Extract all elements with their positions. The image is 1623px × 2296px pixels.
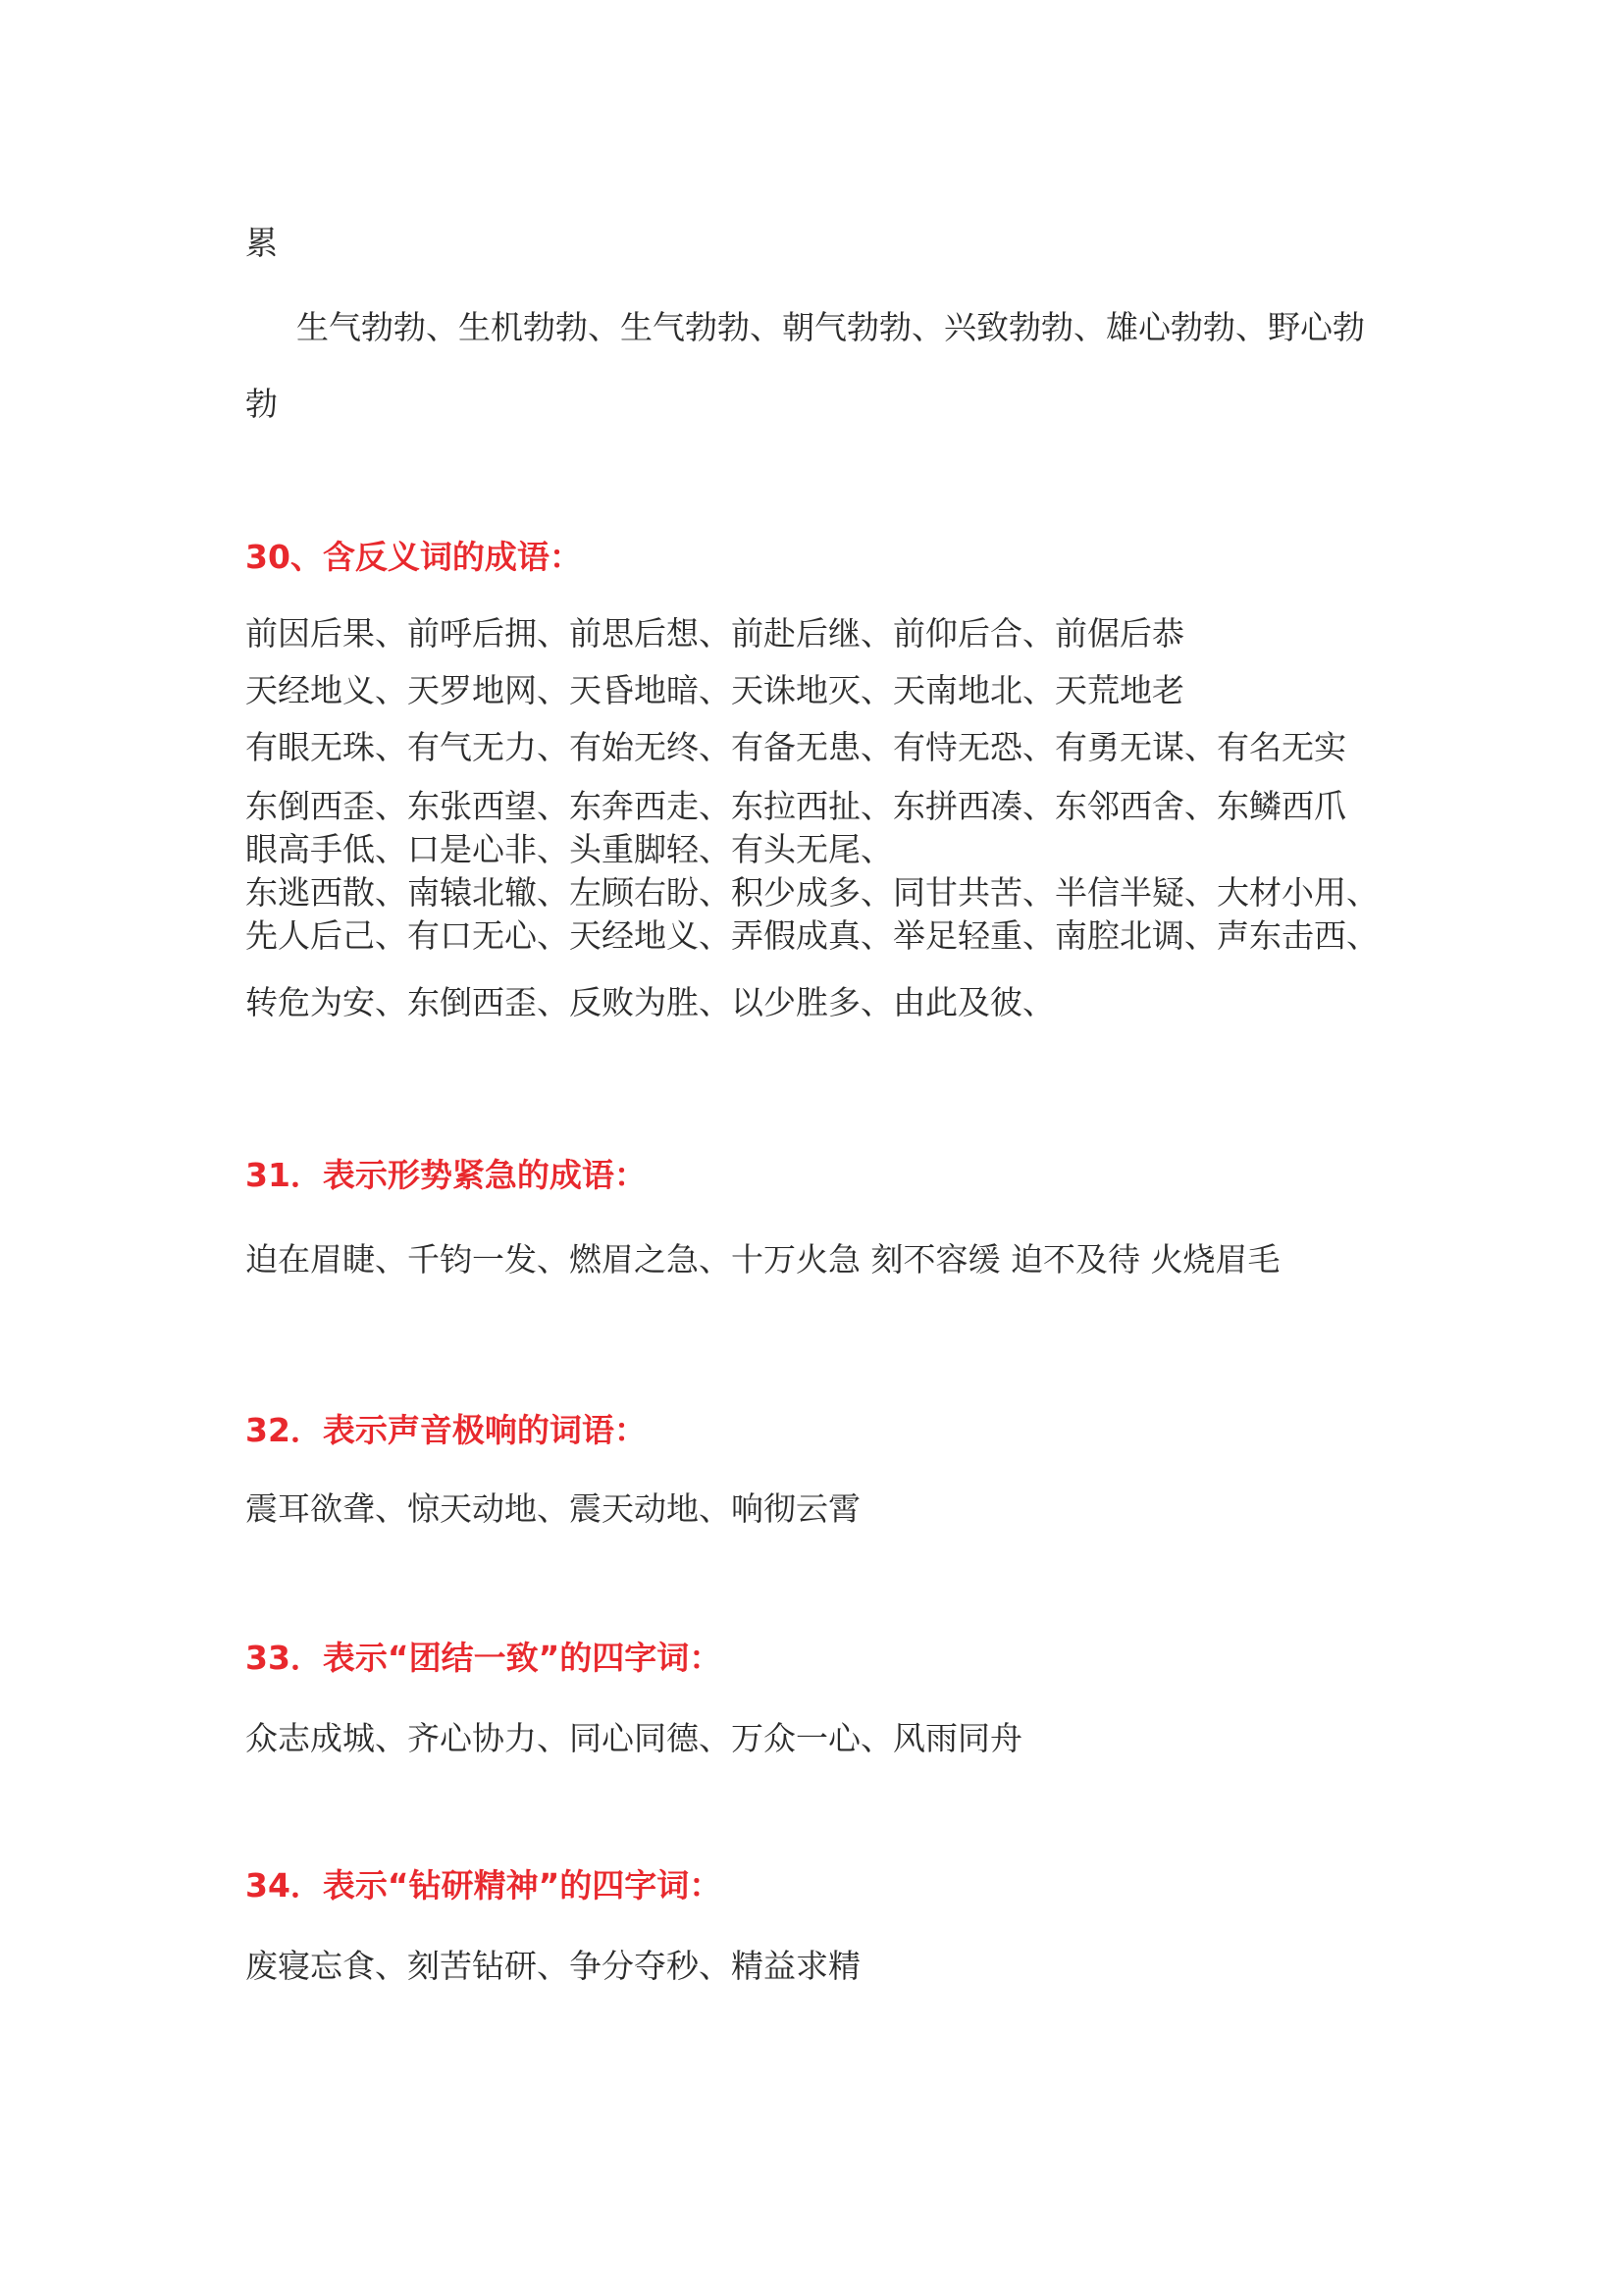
idiom-line: 转危为安、东倒西歪、反败为胜、以少胜多、由此及彼、: [245, 983, 1055, 1021]
section-heading-34: 34．表示“钻研精神”的四字词：: [245, 1866, 722, 1905]
bobo-idioms-line: 生气勃勃、生机勃勃、生气勃勃、朝气勃勃、兴致勃勃、雄心勃勃、野心勃: [296, 308, 1365, 346]
idiom-line: 先人后己、有口无心、天经地义、弄假成真、举足轻重、南腔北调、声东击西、: [245, 916, 1379, 955]
idiom-line: 震耳欲聋、惊天动地、震天动地、响彻云霄: [245, 1489, 861, 1528]
text-fragment: 累: [245, 224, 278, 262]
idiom-line: 有眼无珠、有气无力、有始无终、有备无患、有恃无恐、有勇无谋、有名无实: [245, 728, 1346, 766]
idiom-line: 东倒西歪、东张西望、东奔西走、东拉西扯、东拼西凑、东邻西舍、东鳞西爪: [245, 787, 1346, 825]
section-heading-33: 33．表示“团结一致”的四字词：: [245, 1639, 722, 1677]
idiom-line: 天经地义、天罗地网、天昏地暗、天诛地灭、天南地北、天荒地老: [245, 671, 1184, 709]
idiom-line: 废寝忘食、刻苦钻研、争分夺秒、精益求精: [245, 1947, 861, 1985]
idiom-line: 眼高手低、口是心非、头重脚轻、有头无尾、: [245, 830, 893, 868]
section-heading-32: 32．表示声音极响的词语：: [245, 1411, 647, 1449]
idiom-line: 迫在眉睫、千钧一发、燃眉之急、十万火急 刻不容缓 迫不及待 火烧眉毛: [245, 1240, 1281, 1278]
idiom-line: 众志成城、齐心协力、同心同德、万众一心、风雨同舟: [245, 1719, 1022, 1757]
idiom-line: 前因后果、前呼后拥、前思后想、前赴后继、前仰后合、前倨后恭: [245, 614, 1184, 652]
section-heading-30: 30、含反义词的成语：: [245, 538, 582, 576]
idiom-line: 东逃西散、南辕北辙、左顾右盼、积少成多、同甘共苦、半信半疑、大材小用、: [245, 873, 1379, 912]
section-heading-31: 31．表示形势紧急的成语：: [245, 1156, 647, 1194]
bobo-idioms-line: 勃: [245, 385, 278, 423]
